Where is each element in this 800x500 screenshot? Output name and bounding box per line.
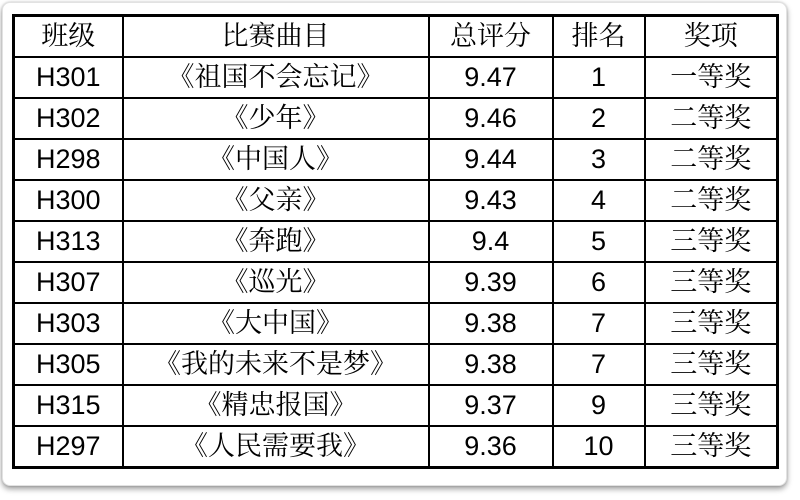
table-row xyxy=(14,221,778,262)
rank-cell: 5 xyxy=(553,221,645,262)
score-cell: 9.36 xyxy=(429,426,553,468)
song-cell: 《祖国不会忘记》 xyxy=(123,57,429,98)
header-score: 总评分 xyxy=(429,16,553,58)
score-cell: 9.38 xyxy=(429,303,553,344)
score-cell: 9.44 xyxy=(429,139,553,180)
rank-cell: 3 xyxy=(553,139,645,180)
class-cell: H301 xyxy=(14,57,123,98)
rank-cell: 2 xyxy=(553,98,645,139)
table-header xyxy=(14,16,778,58)
rank-cell: 9 xyxy=(553,385,645,426)
class-cell: H305 xyxy=(14,344,123,385)
song-cell: 《少年》 xyxy=(123,98,429,139)
award-cell: 二等奖 xyxy=(645,98,778,139)
score-cell: 9.47 xyxy=(429,57,553,98)
results-table xyxy=(12,14,779,469)
class-cell: H302 xyxy=(14,98,123,139)
table-row xyxy=(14,262,778,303)
rank-cell: 10 xyxy=(553,426,645,468)
score-cell: 9.37 xyxy=(429,385,553,426)
score-cell: 9.43 xyxy=(429,180,553,221)
header-rank: 排名 xyxy=(553,16,645,58)
score-cell: 9.4 xyxy=(429,221,553,262)
song-cell: 《大中国》 xyxy=(123,303,429,344)
table-row xyxy=(14,303,778,344)
class-cell: H300 xyxy=(14,180,123,221)
song-cell: 《父亲》 xyxy=(123,180,429,221)
award-cell: 三等奖 xyxy=(645,426,778,468)
class-cell: H315 xyxy=(14,385,123,426)
table-row xyxy=(14,344,778,385)
song-cell: 《巡光》 xyxy=(123,262,429,303)
award-cell: 三等奖 xyxy=(645,221,778,262)
table-row xyxy=(14,139,778,180)
class-cell: H297 xyxy=(14,426,123,468)
score-cell: 9.46 xyxy=(429,98,553,139)
rank-cell: 4 xyxy=(553,180,645,221)
award-cell: 三等奖 xyxy=(645,385,778,426)
document-card xyxy=(2,2,787,486)
award-cell: 三等奖 xyxy=(645,303,778,344)
class-cell: H298 xyxy=(14,139,123,180)
table-row xyxy=(14,426,778,468)
class-cell: H307 xyxy=(14,262,123,303)
song-cell: 《中国人》 xyxy=(123,139,429,180)
rank-cell: 7 xyxy=(553,303,645,344)
table-body xyxy=(14,57,778,468)
score-cell: 9.39 xyxy=(429,262,553,303)
rank-cell: 1 xyxy=(553,57,645,98)
class-cell: H303 xyxy=(14,303,123,344)
award-cell: 二等奖 xyxy=(645,139,778,180)
song-cell: 《人民需要我》 xyxy=(123,426,429,468)
header-award: 奖项 xyxy=(645,16,778,58)
rank-cell: 7 xyxy=(553,344,645,385)
song-cell: 《精忠报国》 xyxy=(123,385,429,426)
table-row xyxy=(14,385,778,426)
header-song: 比赛曲目 xyxy=(123,16,429,58)
rank-cell: 6 xyxy=(553,262,645,303)
award-cell: 三等奖 xyxy=(645,344,778,385)
table-row xyxy=(14,98,778,139)
award-cell: 一等奖 xyxy=(645,57,778,98)
award-cell: 三等奖 xyxy=(645,262,778,303)
table-row xyxy=(14,57,778,98)
header-row xyxy=(14,16,778,58)
award-cell: 二等奖 xyxy=(645,180,778,221)
header-class: 班级 xyxy=(14,16,123,58)
table-row xyxy=(14,180,778,221)
class-cell: H313 xyxy=(14,221,123,262)
score-cell: 9.38 xyxy=(429,344,553,385)
song-cell: 《我的未来不是梦》 xyxy=(123,344,429,385)
song-cell: 《奔跑》 xyxy=(123,221,429,262)
